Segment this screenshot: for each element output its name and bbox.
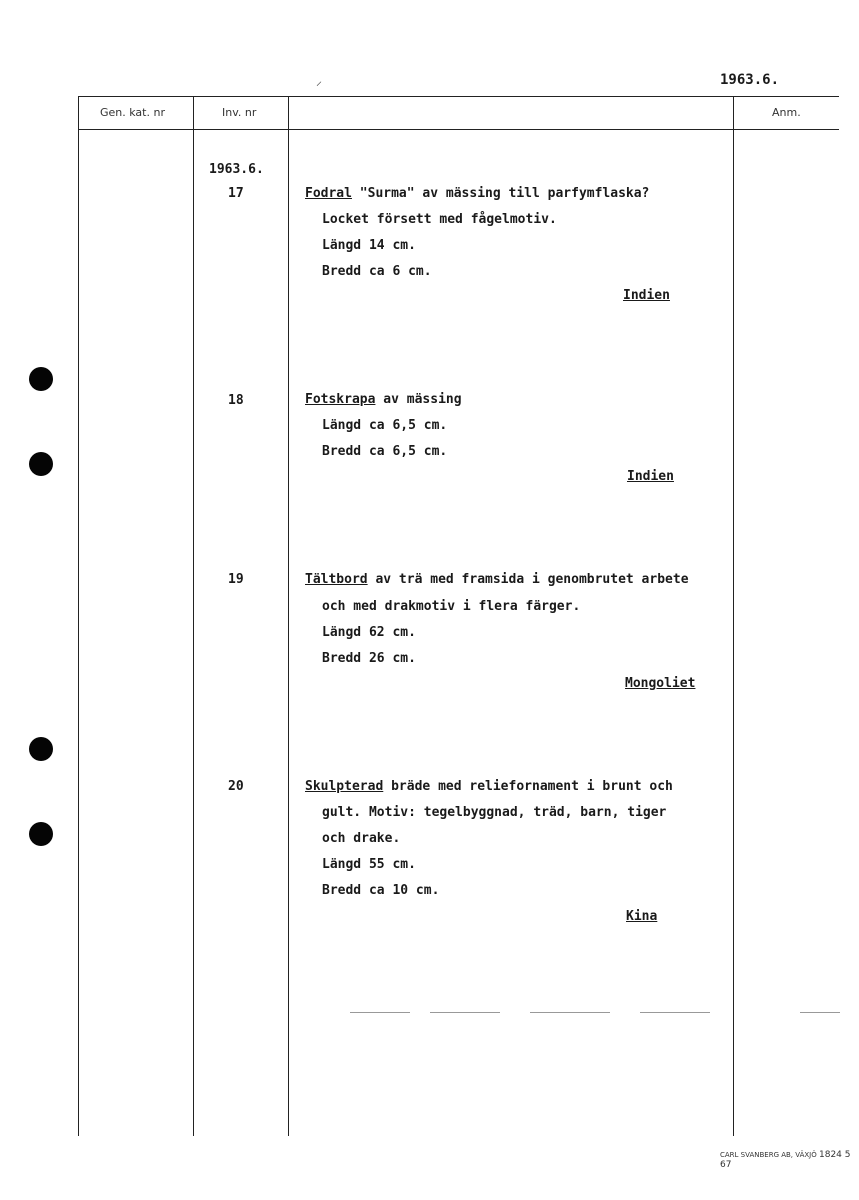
entry-heading-rest: "Surma" av mässing till parfymflaska? bbox=[351, 186, 650, 201]
entry-heading-rest: av mässing bbox=[375, 392, 462, 407]
entry-line: gult. Motiv: tegelbyggnad, träd, barn, tiger bbox=[322, 805, 667, 820]
stray-mark: ⸝ bbox=[316, 74, 323, 88]
entry-line: Bredd ca 10 cm. bbox=[322, 883, 440, 898]
entry-line: Bredd ca 6,5 cm. bbox=[322, 444, 448, 459]
entry-line: Längd 62 cm. bbox=[322, 625, 416, 640]
column-header-gen-kat: Gen. kat. nr bbox=[100, 106, 165, 119]
column-header-inv: Inv. nr bbox=[222, 106, 257, 119]
entry-origin: Indien bbox=[623, 288, 670, 303]
entry-line: Längd ca 6,5 cm. bbox=[322, 418, 448, 433]
printer-name: CARL SVANBERG AB, VÄXJÖ bbox=[720, 1151, 817, 1159]
punch-hole bbox=[29, 737, 53, 761]
punch-hole bbox=[29, 452, 53, 476]
entry-number: 19 bbox=[228, 572, 244, 587]
entry-origin: Kina bbox=[626, 909, 658, 924]
dashed-rule bbox=[640, 1012, 710, 1013]
entry-number: 17 bbox=[228, 186, 244, 201]
sheet-number: 1963.6. bbox=[720, 72, 780, 88]
entry-line: och drake. bbox=[322, 831, 401, 846]
dashed-rule bbox=[530, 1012, 610, 1013]
entry-heading bbox=[305, 779, 673, 794]
entry-line: Längd 14 cm. bbox=[322, 238, 416, 253]
column-divider bbox=[288, 96, 289, 1136]
entry-line: Locket försett med fågelmotiv. bbox=[322, 212, 557, 227]
punch-hole bbox=[29, 367, 53, 391]
entry-heading bbox=[305, 392, 462, 407]
column-header-anm: Anm. bbox=[772, 106, 801, 119]
entry-heading bbox=[305, 186, 649, 201]
entry-number: 20 bbox=[228, 779, 244, 794]
entry-heading-rest: bräde med reliefornament i brunt och bbox=[383, 779, 673, 794]
entry-term: Fotskrapa bbox=[305, 392, 376, 407]
entry-origin: Indien bbox=[627, 469, 674, 484]
series-label: 1963.6. bbox=[209, 162, 264, 177]
form-code: 1824 5 67 bbox=[720, 1150, 851, 1170]
entry-term: Skulpterad bbox=[305, 779, 384, 794]
dashed-rule bbox=[350, 1012, 410, 1013]
entry-line: Bredd 26 cm. bbox=[322, 651, 416, 666]
entry-line: och med drakmotiv i flera färger. bbox=[322, 599, 581, 614]
punch-hole bbox=[29, 822, 53, 846]
column-divider bbox=[78, 96, 79, 1136]
column-divider bbox=[733, 96, 734, 1136]
entry-line: Längd 55 cm. bbox=[322, 857, 416, 872]
entry-term: Tältbord bbox=[305, 572, 368, 587]
printer-imprint bbox=[720, 1150, 859, 1170]
entry-number: 18 bbox=[228, 393, 244, 408]
dashed-rule bbox=[800, 1012, 840, 1013]
column-divider bbox=[193, 96, 194, 1136]
entry-heading bbox=[305, 572, 689, 587]
dashed-rule bbox=[430, 1012, 500, 1013]
entry-origin: Mongoliet bbox=[625, 676, 696, 691]
entry-term: Fodral bbox=[305, 186, 352, 201]
entry-heading-rest: av trä med framsida i genombrutet arbete bbox=[367, 572, 689, 587]
entry-line: Bredd ca 6 cm. bbox=[322, 264, 432, 279]
